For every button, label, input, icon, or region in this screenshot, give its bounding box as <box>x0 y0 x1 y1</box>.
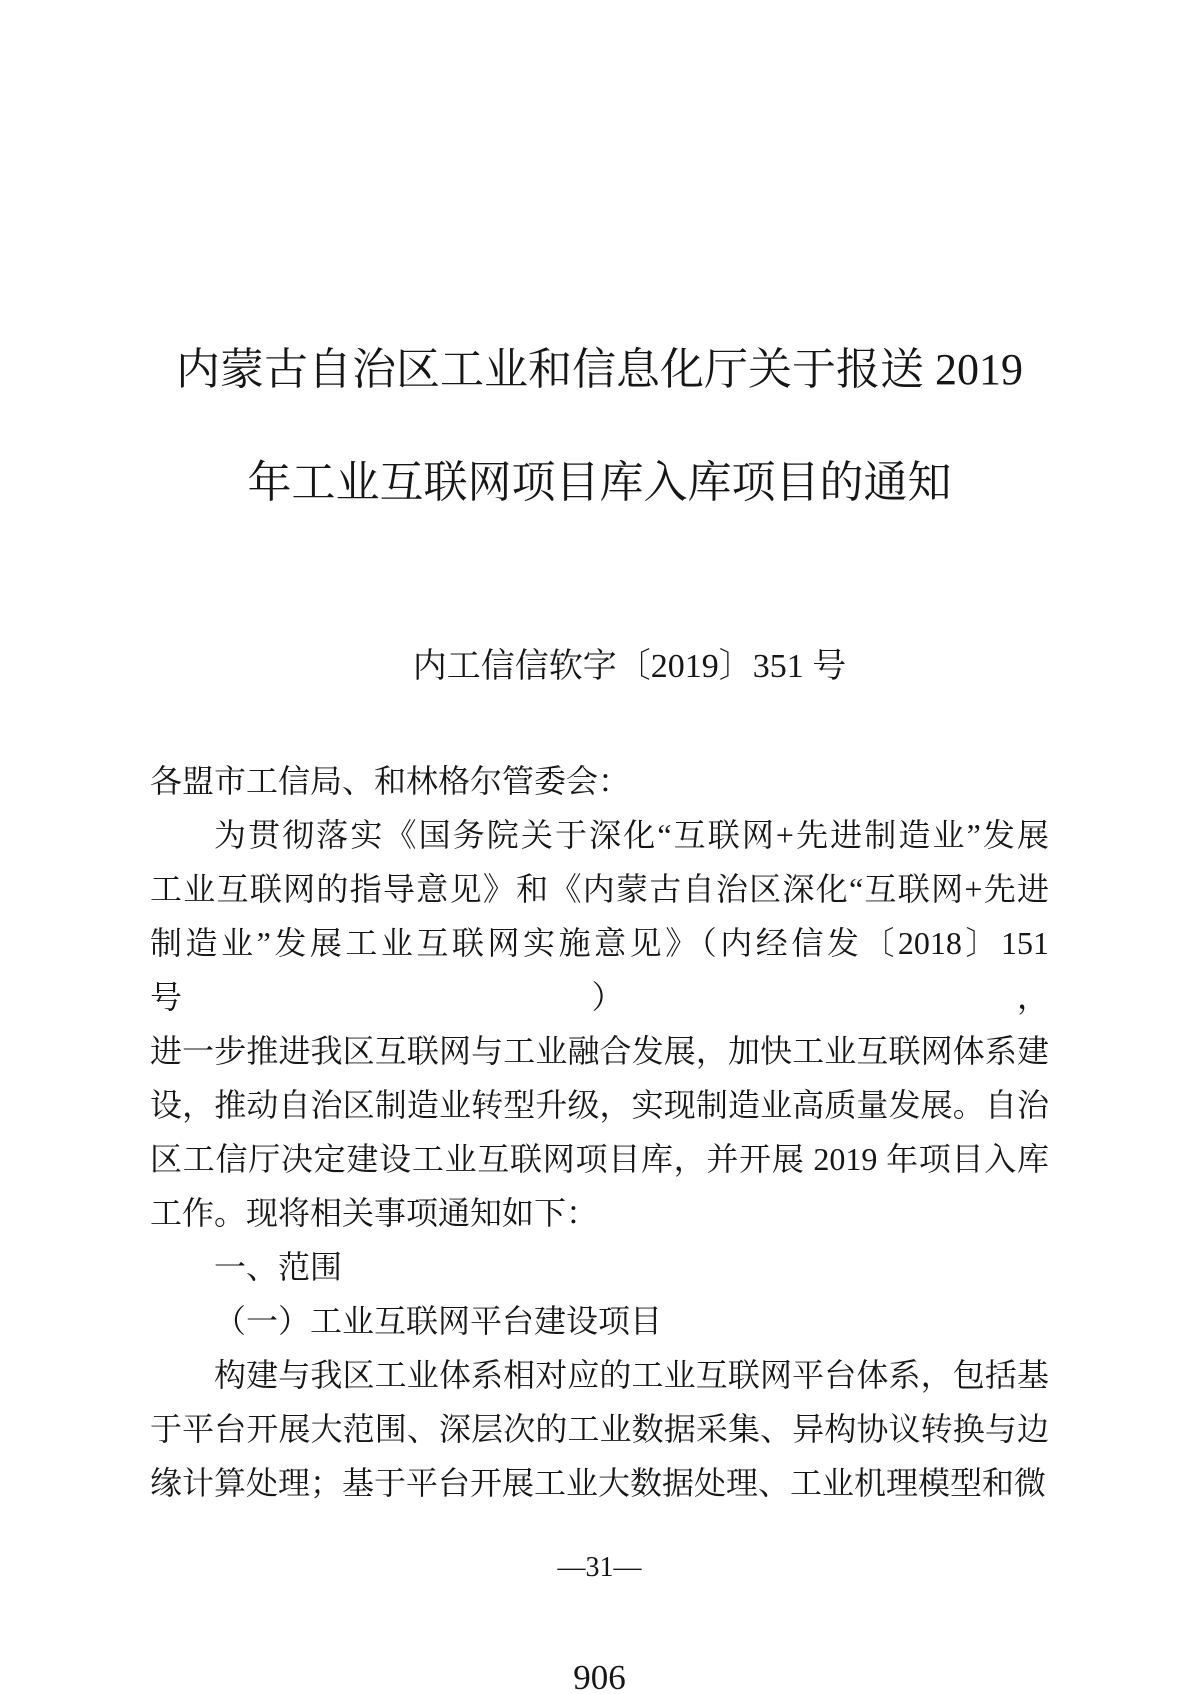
body-line: 构建与我区工业体系相对应的工业互联网平台体系，包括基 <box>214 1357 1049 1393</box>
body-line: （一）工业互联网平台建设项目 <box>214 1303 663 1339</box>
salutation: 各盟市工信局、和林格尔管委会： <box>150 763 631 799</box>
body-line: 制造业”发展工业互联网实施意见》（内经信发〔2018〕151 号）， <box>150 925 1049 1015</box>
body-line: 进一步推进我区互联网与工业融合发展，加快工业互联网体系建 <box>150 1033 1049 1069</box>
document-title <box>150 345 1049 507</box>
body-line: 于平台开展大范围、深层次的工业数据采集、异构协议转换与边 <box>150 1411 1049 1447</box>
folio-number: 906 <box>573 1658 626 1694</box>
title-line-1: 内蒙古自治区工业和信息化厅关于报送 2019 <box>176 345 1023 394</box>
body-line: 一、范围 <box>214 1249 343 1285</box>
body-line: 缘计算处理；基于平台开展工业大数据处理、工业机理模型和微 <box>150 1465 1047 1501</box>
body-line: 工业互联网的指导意见》和《内蒙古自治区深化“互联网+先进 <box>150 871 1049 907</box>
document-body <box>150 754 1049 1510</box>
body-paragraphs <box>150 808 1049 1510</box>
body-line: 区工信厅决定建设工业互联网项目库，并开展 2019 年项目入库 <box>150 1141 1049 1177</box>
title-line-2: 年工业互联网项目库入库项目的通知 <box>247 458 952 507</box>
body-line: 工作。现将相关事项通知如下： <box>150 1195 599 1231</box>
body-line: 为贯彻落实《国务院关于深化“互联网+先进制造业”发展 <box>214 817 1049 853</box>
page-number: —31— <box>557 1552 642 1583</box>
body-line: 设，推动自治区制造业转型升级，实现制造业高质量发展。自治 <box>150 1087 1049 1123</box>
document-number: 内工信信软字〔2019〕351 号 <box>412 648 847 685</box>
